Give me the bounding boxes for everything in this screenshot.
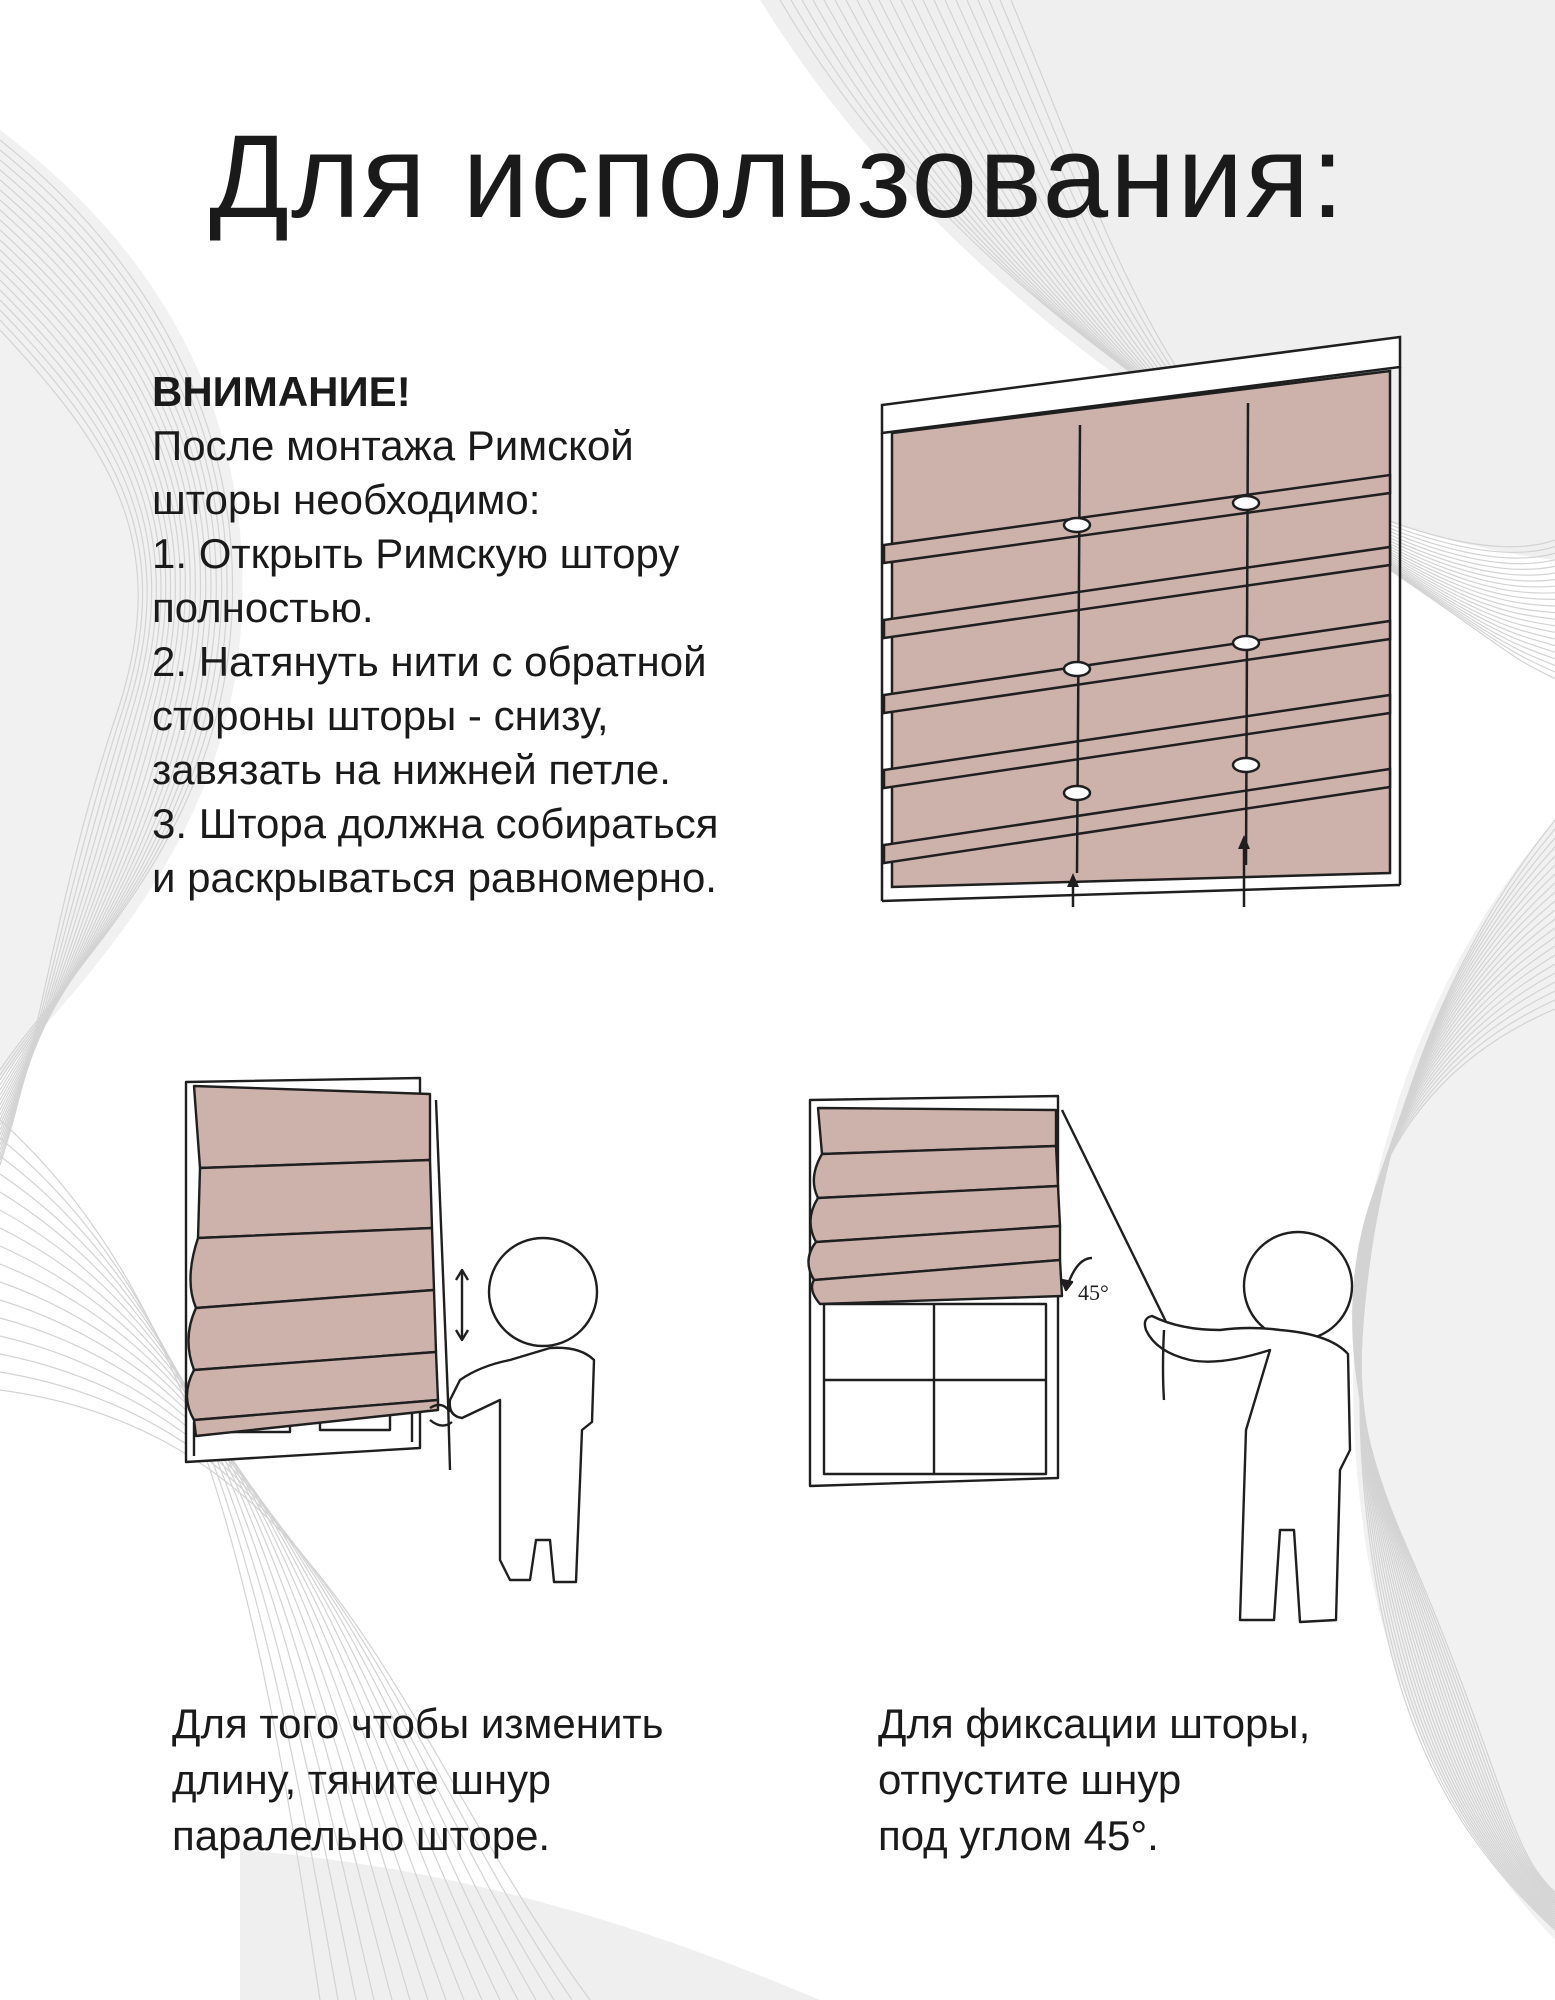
caption-line: длину, тяните шнур bbox=[172, 1756, 552, 1803]
notice-line: 3. Штора должна собираться bbox=[152, 800, 719, 847]
caption-line: паралельно шторе. bbox=[172, 1812, 551, 1859]
notice-line: и раскрываться равномерно. bbox=[152, 854, 717, 901]
notice-line: 2. Натянуть нити с обратной bbox=[152, 638, 707, 685]
notice-line: После монтажа Римской bbox=[152, 422, 634, 469]
notice-line: шторы необходимо: bbox=[152, 476, 541, 523]
notice-heading: ВНИМАНИЕ! bbox=[152, 368, 411, 415]
notice-line: стороны шторы - снизу, bbox=[152, 692, 609, 739]
notice-block bbox=[152, 365, 912, 905]
caption-line: Для того чтобы изменить bbox=[172, 1700, 664, 1747]
page-title: Для использования: bbox=[209, 111, 1346, 243]
notice-line: завязать на нижней петле. bbox=[152, 746, 671, 793]
length-caption bbox=[172, 1696, 664, 1864]
adjust-length-illustration bbox=[180, 1070, 740, 1660]
caption-line: под углом 45°. bbox=[878, 1812, 1159, 1859]
notice-line: полностью. bbox=[152, 584, 374, 631]
caption-line: отпустите шнур bbox=[878, 1756, 1182, 1803]
blind-back-illustration bbox=[870, 325, 1430, 915]
fixing-caption bbox=[878, 1696, 1310, 1864]
notice-line: 1. Открыть Римскую штору bbox=[152, 530, 680, 577]
fix-angle-illustration bbox=[800, 1090, 1400, 1650]
angle-label: 45° bbox=[1078, 1280, 1109, 1305]
arrow-icon bbox=[1062, 1280, 1072, 1290]
caption-line: Для фиксации шторы, bbox=[878, 1700, 1311, 1747]
